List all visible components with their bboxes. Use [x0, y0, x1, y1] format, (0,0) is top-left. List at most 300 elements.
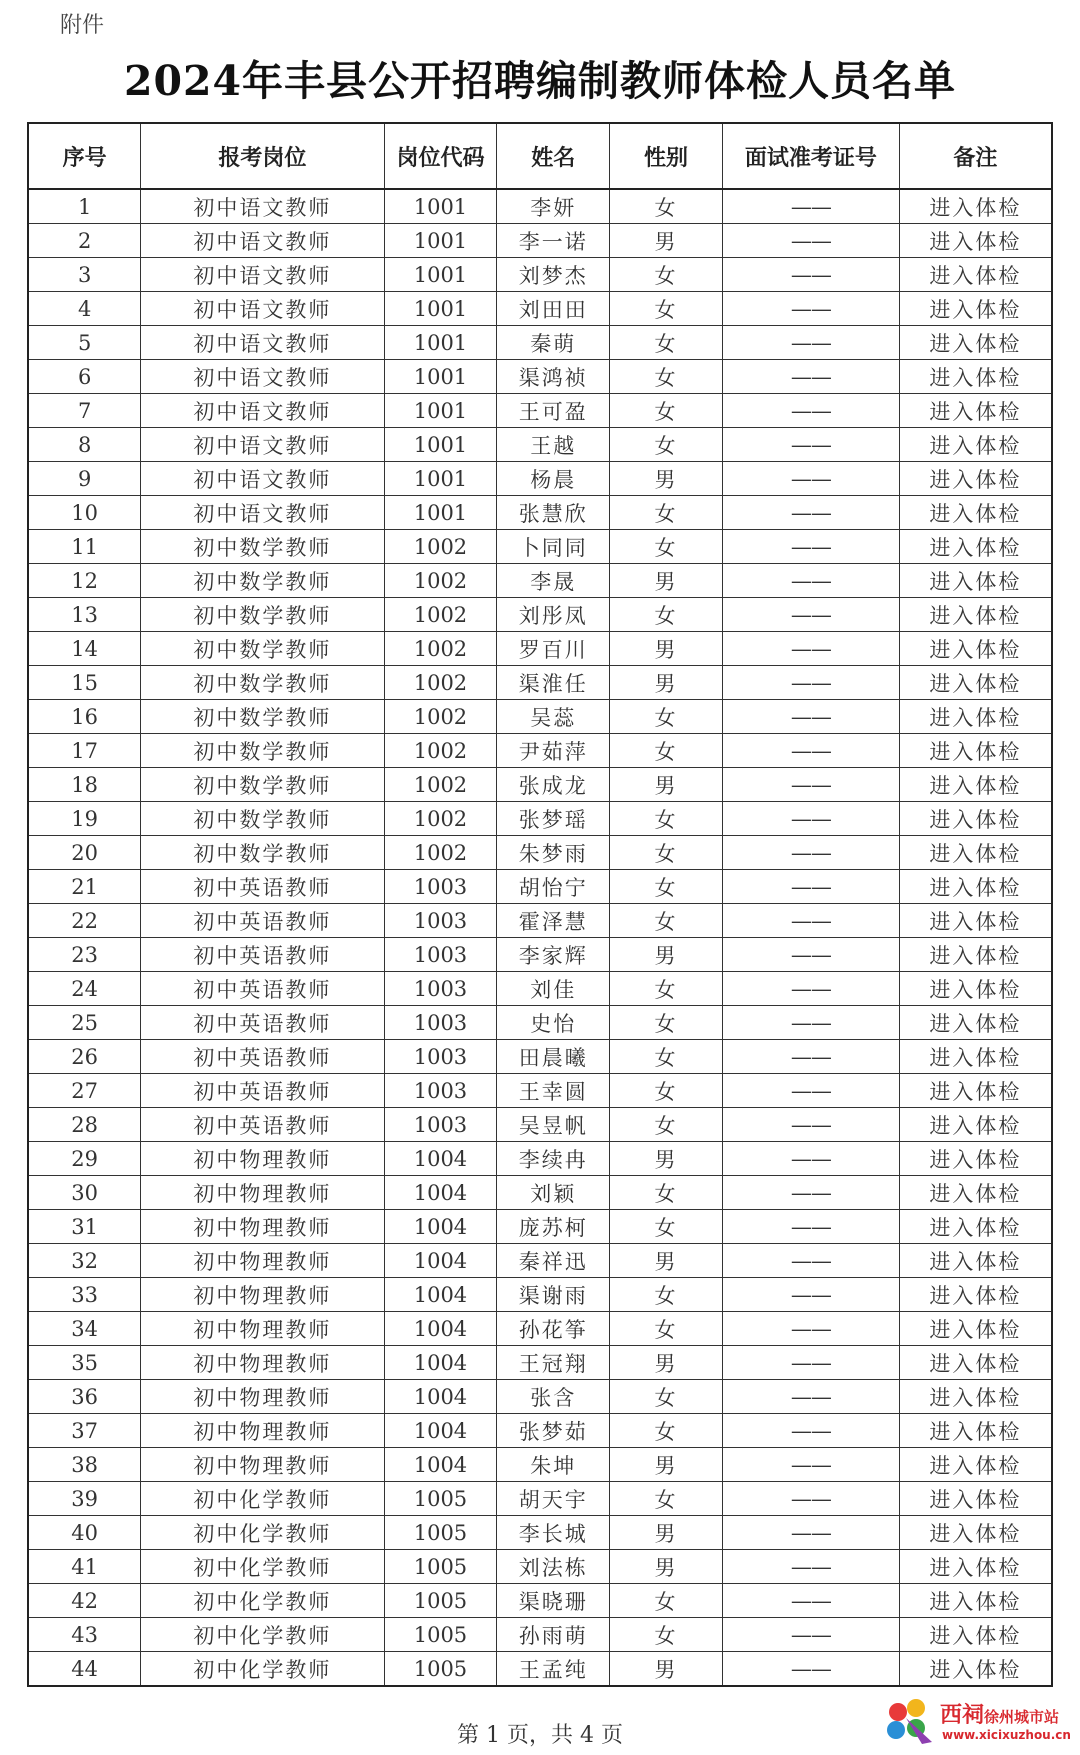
- cell-index: 22: [28, 904, 141, 938]
- cell-gender: 女: [610, 1380, 723, 1414]
- cell-position-code: 1001: [384, 258, 497, 292]
- cell-name: 李一诺: [497, 224, 610, 258]
- cell-index: 13: [28, 598, 141, 632]
- cell-remark: 进入体检: [899, 1550, 1052, 1584]
- cell-gender: 女: [610, 326, 723, 360]
- table-row: [28, 802, 1052, 836]
- cell-exam-ticket: ——: [722, 700, 899, 734]
- cell-gender: 女: [610, 1312, 723, 1346]
- table-row: [28, 1142, 1052, 1176]
- cell-index: 14: [28, 632, 141, 666]
- table-row: [28, 1414, 1052, 1448]
- table-row: [28, 258, 1052, 292]
- cell-name: 刘彤凤: [497, 598, 610, 632]
- cell-remark: 进入体检: [899, 1346, 1052, 1380]
- cell-position-code: 1002: [384, 530, 497, 564]
- cell-index: 9: [28, 462, 141, 496]
- cell-position-code: 1002: [384, 632, 497, 666]
- table-row: [28, 292, 1052, 326]
- cell-name: 史怡: [497, 1006, 610, 1040]
- cell-position-code: 1004: [384, 1380, 497, 1414]
- cell-position: 初中英语教师: [141, 1108, 384, 1142]
- cell-name: 胡天宇: [497, 1482, 610, 1516]
- cell-exam-ticket: ——: [722, 1278, 899, 1312]
- cell-name: 李续冉: [497, 1142, 610, 1176]
- table-row: [28, 1108, 1052, 1142]
- cell-name: 吴昱帆: [497, 1108, 610, 1142]
- cell-remark: 进入体检: [899, 700, 1052, 734]
- cell-position: 初中物理教师: [141, 1380, 384, 1414]
- cell-gender: 女: [610, 802, 723, 836]
- cell-gender: 男: [610, 666, 723, 700]
- cell-exam-ticket: ——: [722, 1312, 899, 1346]
- table-row: [28, 632, 1052, 666]
- cell-index: 12: [28, 564, 141, 598]
- cell-name: 刘佳: [497, 972, 610, 1006]
- cell-exam-ticket: ——: [722, 462, 899, 496]
- cell-position: 初中英语教师: [141, 904, 384, 938]
- cell-index: 25: [28, 1006, 141, 1040]
- cell-position: 初中物理教师: [141, 1448, 384, 1482]
- cell-index: 28: [28, 1108, 141, 1142]
- cell-index: 30: [28, 1176, 141, 1210]
- cell-position: 初中物理教师: [141, 1312, 384, 1346]
- table-row: [28, 428, 1052, 462]
- cell-index: 24: [28, 972, 141, 1006]
- watermark-sub: 徐州城市站: [984, 1708, 1060, 1726]
- cell-position: 初中数学教师: [141, 666, 384, 700]
- cell-index: 7: [28, 394, 141, 428]
- cell-exam-ticket: ——: [722, 258, 899, 292]
- cell-position-code: 1001: [384, 326, 497, 360]
- cell-index: 11: [28, 530, 141, 564]
- cell-position-code: 1003: [384, 870, 497, 904]
- cell-index: 16: [28, 700, 141, 734]
- cell-gender: 女: [610, 1482, 723, 1516]
- cell-position: 初中语文教师: [141, 360, 384, 394]
- cell-name: 罗百川: [497, 632, 610, 666]
- cell-name: 吴蕊: [497, 700, 610, 734]
- cell-exam-ticket: ——: [722, 1108, 899, 1142]
- cell-exam-ticket: ——: [722, 428, 899, 462]
- cell-position-code: 1004: [384, 1414, 497, 1448]
- cell-exam-ticket: ——: [722, 768, 899, 802]
- cell-exam-ticket: ——: [722, 1176, 899, 1210]
- cell-index: 31: [28, 1210, 141, 1244]
- table-body: [28, 189, 1052, 1686]
- cell-gender: 女: [610, 428, 723, 462]
- cell-gender: 女: [610, 292, 723, 326]
- cell-remark: 进入体检: [899, 496, 1052, 530]
- cell-exam-ticket: ——: [722, 1516, 899, 1550]
- cell-name: 渠鸿祯: [497, 360, 610, 394]
- cell-remark: 进入体检: [899, 428, 1052, 462]
- table-row: [28, 904, 1052, 938]
- cell-index: 36: [28, 1380, 141, 1414]
- cell-remark: 进入体检: [899, 530, 1052, 564]
- cell-gender: 女: [610, 734, 723, 768]
- cell-remark: 进入体检: [899, 1482, 1052, 1516]
- cell-index: 1: [28, 189, 141, 224]
- cell-position: 初中数学教师: [141, 700, 384, 734]
- table-row: [28, 224, 1052, 258]
- header-index: 序号: [28, 123, 141, 189]
- cell-name: 刘法栋: [497, 1550, 610, 1584]
- cell-position: 初中英语教师: [141, 870, 384, 904]
- cell-index: 33: [28, 1278, 141, 1312]
- cell-name: 张含: [497, 1380, 610, 1414]
- cell-position-code: 1002: [384, 598, 497, 632]
- cell-index: 38: [28, 1448, 141, 1482]
- cell-position-code: 1002: [384, 734, 497, 768]
- cell-name: 秦萌: [497, 326, 610, 360]
- table-row: [28, 360, 1052, 394]
- cell-gender: 女: [610, 1210, 723, 1244]
- cell-position-code: 1002: [384, 666, 497, 700]
- cell-name: 王孟纯: [497, 1652, 610, 1687]
- table-row: [28, 564, 1052, 598]
- cell-name: 李妍: [497, 189, 610, 224]
- cell-position-code: 1002: [384, 768, 497, 802]
- cell-gender: 女: [610, 1040, 723, 1074]
- cell-position-code: 1001: [384, 394, 497, 428]
- cell-index: 41: [28, 1550, 141, 1584]
- cell-position-code: 1001: [384, 428, 497, 462]
- cell-position-code: 1004: [384, 1278, 497, 1312]
- cell-gender: 男: [610, 768, 723, 802]
- cell-position-code: 1003: [384, 904, 497, 938]
- table-row: [28, 1040, 1052, 1074]
- cell-remark: 进入体检: [899, 768, 1052, 802]
- table-row: [28, 1006, 1052, 1040]
- cell-position-code: 1002: [384, 700, 497, 734]
- page-indicator: 第 1 页，共 4 页: [457, 1723, 623, 1748]
- cell-remark: 进入体检: [899, 598, 1052, 632]
- cell-position-code: 1003: [384, 972, 497, 1006]
- site-watermark: [882, 1692, 1077, 1752]
- cell-gender: 男: [610, 564, 723, 598]
- table-row: [28, 1550, 1052, 1584]
- cell-index: 44: [28, 1652, 141, 1687]
- cell-index: 17: [28, 734, 141, 768]
- cell-name: 渠谢雨: [497, 1278, 610, 1312]
- cell-name: 田晨曦: [497, 1040, 610, 1074]
- cell-exam-ticket: ——: [722, 224, 899, 258]
- cell-name: 秦祥迅: [497, 1244, 610, 1278]
- cell-exam-ticket: ——: [722, 870, 899, 904]
- cell-remark: 进入体检: [899, 326, 1052, 360]
- cell-name: 李晟: [497, 564, 610, 598]
- cell-position-code: 1005: [384, 1618, 497, 1652]
- cell-remark: 进入体检: [899, 189, 1052, 224]
- cell-exam-ticket: ——: [722, 394, 899, 428]
- table-row: [28, 1176, 1052, 1210]
- cell-position: 初中英语教师: [141, 1006, 384, 1040]
- cell-position: 初中语文教师: [141, 292, 384, 326]
- cell-remark: 进入体检: [899, 904, 1052, 938]
- table-row: [28, 1346, 1052, 1380]
- cell-position-code: 1005: [384, 1516, 497, 1550]
- table-row: [28, 1380, 1052, 1414]
- cell-index: 15: [28, 666, 141, 700]
- cell-position: 初中数学教师: [141, 836, 384, 870]
- cell-index: 3: [28, 258, 141, 292]
- cell-remark: 进入体检: [899, 802, 1052, 836]
- cell-name: 张慧欣: [497, 496, 610, 530]
- cell-remark: 进入体检: [899, 1210, 1052, 1244]
- table-row: [28, 700, 1052, 734]
- cell-index: 5: [28, 326, 141, 360]
- cell-position: 初中语文教师: [141, 394, 384, 428]
- cell-gender: 男: [610, 1448, 723, 1482]
- cell-gender: 男: [610, 462, 723, 496]
- cell-exam-ticket: ——: [722, 1346, 899, 1380]
- cell-gender: 男: [610, 938, 723, 972]
- cell-position-code: 1003: [384, 1006, 497, 1040]
- cell-name: 王冠翔: [497, 1346, 610, 1380]
- cell-gender: 女: [610, 700, 723, 734]
- cell-name: 霍泽慧: [497, 904, 610, 938]
- table-row: [28, 1652, 1052, 1687]
- cell-position-code: 1001: [384, 462, 497, 496]
- cell-exam-ticket: ——: [722, 1652, 899, 1687]
- cell-exam-ticket: ——: [722, 632, 899, 666]
- cell-exam-ticket: ——: [722, 1210, 899, 1244]
- table-row: [28, 1278, 1052, 1312]
- table-row: [28, 1618, 1052, 1652]
- cell-gender: 女: [610, 1618, 723, 1652]
- cell-index: 2: [28, 224, 141, 258]
- cell-exam-ticket: ——: [722, 1244, 899, 1278]
- cell-exam-ticket: ——: [722, 1414, 899, 1448]
- cell-name: 刘颖: [497, 1176, 610, 1210]
- cell-remark: 进入体检: [899, 1448, 1052, 1482]
- cell-gender: 男: [610, 1244, 723, 1278]
- cell-gender: 女: [610, 394, 723, 428]
- cell-gender: 女: [610, 258, 723, 292]
- cell-remark: 进入体检: [899, 870, 1052, 904]
- cell-exam-ticket: ——: [722, 530, 899, 564]
- cell-index: 19: [28, 802, 141, 836]
- cell-position-code: 1001: [384, 360, 497, 394]
- cell-name: 王可盈: [497, 394, 610, 428]
- cell-gender: 女: [610, 189, 723, 224]
- table-row: [28, 972, 1052, 1006]
- header-exam-ticket: 面试准考证号: [722, 123, 899, 189]
- cell-position-code: 1001: [384, 496, 497, 530]
- table-row: [28, 1584, 1052, 1618]
- cell-exam-ticket: ——: [722, 1618, 899, 1652]
- cell-exam-ticket: ——: [722, 938, 899, 972]
- header-remark: 备注: [899, 123, 1052, 189]
- table-row: [28, 1210, 1052, 1244]
- cell-remark: 进入体检: [899, 734, 1052, 768]
- cell-name: 王幸圆: [497, 1074, 610, 1108]
- cell-name: 尹茹萍: [497, 734, 610, 768]
- cell-exam-ticket: ——: [722, 598, 899, 632]
- cell-position: 初中物理教师: [141, 1176, 384, 1210]
- cell-name: 卜同同: [497, 530, 610, 564]
- cell-gender: 女: [610, 1584, 723, 1618]
- cell-position: 初中英语教师: [141, 972, 384, 1006]
- header-gender: 性别: [610, 123, 723, 189]
- cell-exam-ticket: ——: [722, 1448, 899, 1482]
- cell-name: 杨晨: [497, 462, 610, 496]
- cell-exam-ticket: ——: [722, 904, 899, 938]
- cell-gender: 女: [610, 904, 723, 938]
- cell-position-code: 1003: [384, 1040, 497, 1074]
- cell-position: 初中物理教师: [141, 1278, 384, 1312]
- cell-gender: 女: [610, 530, 723, 564]
- cell-remark: 进入体检: [899, 1244, 1052, 1278]
- cell-gender: 男: [610, 1142, 723, 1176]
- cell-position: 初中化学教师: [141, 1550, 384, 1584]
- cell-index: 29: [28, 1142, 141, 1176]
- cell-exam-ticket: ——: [722, 1550, 899, 1584]
- cell-remark: 进入体检: [899, 1040, 1052, 1074]
- cell-gender: 男: [610, 1550, 723, 1584]
- header-name: 姓名: [497, 123, 610, 189]
- cell-name: 李长城: [497, 1516, 610, 1550]
- cell-gender: 女: [610, 496, 723, 530]
- cell-gender: 女: [610, 836, 723, 870]
- table-row: [28, 1482, 1052, 1516]
- cell-position: 初中语文教师: [141, 258, 384, 292]
- cell-position-code: 1003: [384, 1108, 497, 1142]
- cell-name: 刘田田: [497, 292, 610, 326]
- cell-name: 李家辉: [497, 938, 610, 972]
- table-row: [28, 870, 1052, 904]
- table-row: [28, 1312, 1052, 1346]
- xici-logo-icon: [882, 1696, 938, 1750]
- cell-remark: 进入体检: [899, 632, 1052, 666]
- cell-position: 初中物理教师: [141, 1210, 384, 1244]
- cell-name: 张梦茹: [497, 1414, 610, 1448]
- cell-gender: 女: [610, 598, 723, 632]
- cell-position: 初中物理教师: [141, 1142, 384, 1176]
- cell-index: 34: [28, 1312, 141, 1346]
- cell-name: 张梦瑶: [497, 802, 610, 836]
- cell-position: 初中英语教师: [141, 1040, 384, 1074]
- cell-position-code: 1003: [384, 1074, 497, 1108]
- table-row: [28, 326, 1052, 360]
- cell-position: 初中化学教师: [141, 1618, 384, 1652]
- watermark-brand: 西祠: [940, 1703, 985, 1728]
- cell-position: 初中物理教师: [141, 1414, 384, 1448]
- cell-position-code: 1003: [384, 938, 497, 972]
- cell-gender: 男: [610, 1652, 723, 1687]
- table-row: [28, 189, 1052, 224]
- cell-position-code: 1005: [384, 1482, 497, 1516]
- cell-remark: 进入体检: [899, 1652, 1052, 1687]
- cell-remark: 进入体检: [899, 1584, 1052, 1618]
- cell-position: 初中化学教师: [141, 1584, 384, 1618]
- cell-index: 4: [28, 292, 141, 326]
- cell-gender: 女: [610, 972, 723, 1006]
- table-row: [28, 836, 1052, 870]
- cell-remark: 进入体检: [899, 394, 1052, 428]
- cell-position: 初中语文教师: [141, 326, 384, 360]
- cell-exam-ticket: ——: [722, 1040, 899, 1074]
- cell-gender: 男: [610, 1516, 723, 1550]
- document-title: 2024年丰县公开招聘编制教师体检人员名单: [123, 57, 957, 105]
- table-row: [28, 462, 1052, 496]
- cell-position: 初中语文教师: [141, 496, 384, 530]
- cell-gender: 女: [610, 1006, 723, 1040]
- cell-exam-ticket: ——: [722, 496, 899, 530]
- table-row: [28, 734, 1052, 768]
- cell-position-code: 1005: [384, 1652, 497, 1687]
- cell-index: 20: [28, 836, 141, 870]
- cell-position-code: 1004: [384, 1346, 497, 1380]
- cell-position-code: 1002: [384, 564, 497, 598]
- cell-remark: 进入体检: [899, 938, 1052, 972]
- cell-position-code: 1001: [384, 224, 497, 258]
- cell-remark: 进入体检: [899, 292, 1052, 326]
- cell-position: 初中数学教师: [141, 802, 384, 836]
- cell-gender: 男: [610, 224, 723, 258]
- cell-index: 6: [28, 360, 141, 394]
- cell-index: 18: [28, 768, 141, 802]
- cell-remark: 进入体检: [899, 360, 1052, 394]
- cell-exam-ticket: ——: [722, 802, 899, 836]
- cell-remark: 进入体检: [899, 1414, 1052, 1448]
- table-row: [28, 768, 1052, 802]
- cell-remark: 进入体检: [899, 1142, 1052, 1176]
- cell-exam-ticket: ——: [722, 189, 899, 224]
- cell-gender: 女: [610, 870, 723, 904]
- table-row: [28, 1448, 1052, 1482]
- cell-position: 初中语文教师: [141, 189, 384, 224]
- table-row: [28, 938, 1052, 972]
- cell-remark: 进入体检: [899, 224, 1052, 258]
- cell-position: 初中数学教师: [141, 598, 384, 632]
- cell-position: 初中英语教师: [141, 938, 384, 972]
- cell-remark: 进入体检: [899, 1074, 1052, 1108]
- cell-position: 初中语文教师: [141, 224, 384, 258]
- cell-position: 初中数学教师: [141, 632, 384, 666]
- header-position-code: 岗位代码: [384, 123, 497, 189]
- cell-exam-ticket: ——: [722, 1006, 899, 1040]
- table-row: [28, 496, 1052, 530]
- table-row: [28, 1074, 1052, 1108]
- cell-name: 孙雨萌: [497, 1618, 610, 1652]
- cell-position-code: 1004: [384, 1142, 497, 1176]
- cell-index: 42: [28, 1584, 141, 1618]
- table-row: [28, 1244, 1052, 1278]
- cell-remark: 进入体检: [899, 972, 1052, 1006]
- cell-position: 初中数学教师: [141, 530, 384, 564]
- cell-exam-ticket: ——: [722, 564, 899, 598]
- cell-remark: 进入体检: [899, 1312, 1052, 1346]
- cell-position: 初中化学教师: [141, 1652, 384, 1687]
- cell-position-code: 1004: [384, 1448, 497, 1482]
- cell-index: 39: [28, 1482, 141, 1516]
- cell-remark: 进入体检: [899, 564, 1052, 598]
- header-position: 报考岗位: [141, 123, 384, 189]
- cell-position-code: 1005: [384, 1584, 497, 1618]
- table-row: [28, 394, 1052, 428]
- cell-name: 朱坤: [497, 1448, 610, 1482]
- cell-gender: 男: [610, 632, 723, 666]
- cell-name: 庞苏柯: [497, 1210, 610, 1244]
- cell-position: 初中数学教师: [141, 768, 384, 802]
- attachment-label: 附件: [60, 13, 105, 38]
- cell-index: 26: [28, 1040, 141, 1074]
- cell-exam-ticket: ——: [722, 1482, 899, 1516]
- cell-remark: 进入体检: [899, 258, 1052, 292]
- cell-index: 27: [28, 1074, 141, 1108]
